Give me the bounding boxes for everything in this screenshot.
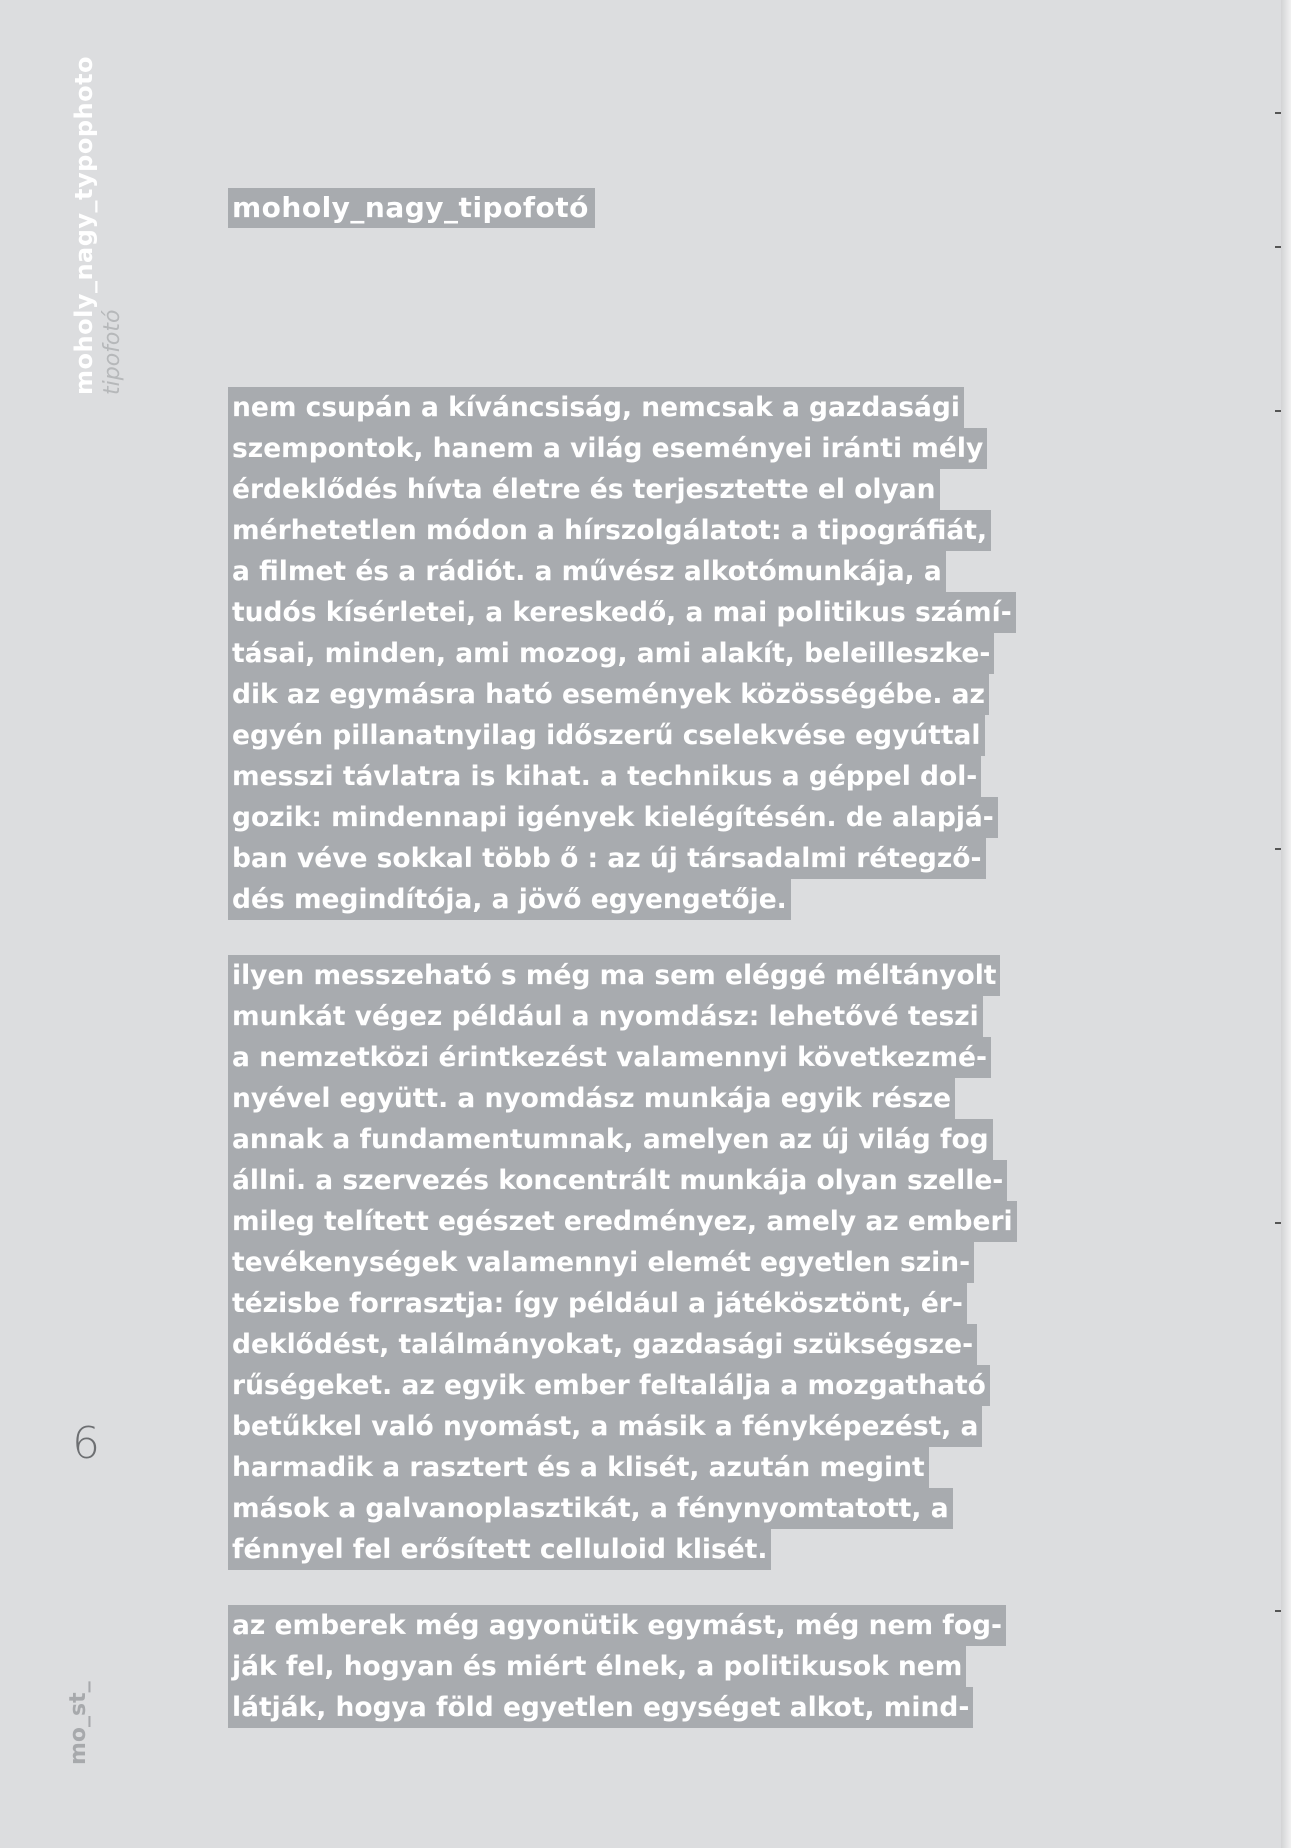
text-line: érdeklődés hívta életre és terjesztette el olyan	[228, 469, 940, 510]
text-line: ják fel, hogyan és miért élnek, a politikusok nem	[228, 1646, 966, 1687]
text-line: mileg telített egészet eredményez, amely az emberi	[228, 1201, 1017, 1242]
text-line: gozik: mindennapi igények kielégítésén. de alapjá-	[228, 797, 998, 838]
page-number: 6	[72, 1418, 100, 1469]
text-line: dik az egymásra ható események közösségébe. az	[228, 674, 989, 715]
text-line: nem csupán a kíváncsiság, nemcsak a gazdasági	[228, 387, 964, 428]
page-heading: moholy_nagy_tipofotó	[228, 188, 595, 228]
text-line: annak a fundamentumnak, amelyen az új világ fog	[228, 1119, 993, 1160]
text-line: mérhetetlen módon a hírszolgálatot: a tipográfiát,	[228, 510, 991, 551]
text-line: nyével együtt. a nyomdász munkája egyik része	[228, 1078, 955, 1119]
text-line: egyén pillanatnyilag időszerű cselekvése egyúttal	[228, 715, 985, 756]
text-line: tásai, minden, ami mozog, ami alakít, beleilleszke-	[228, 633, 994, 674]
vertical-subtitle: tipofotó	[100, 309, 125, 395]
text-line: fénnyel fel erősített celluloid klisét.	[228, 1529, 771, 1570]
text-line: munkát végez például a nyomdász: lehetővé teszi	[228, 996, 983, 1037]
text-line: állni. a szervezés koncentrált munkája olyan szelle-	[228, 1160, 1007, 1201]
text-line: harmadik a rasztert és a klisét, azután megint	[228, 1447, 929, 1488]
text-line: tézisbe forrasztja: így például a játékösztönt, ér-	[228, 1283, 967, 1324]
paragraph-2	[228, 955, 1188, 1570]
fold-mark	[1275, 246, 1281, 248]
fold-mark	[1275, 1222, 1281, 1224]
paragraph-1	[228, 387, 1188, 920]
page-edge	[1281, 0, 1291, 1848]
text-line: betűkkel való nyomást, a másik a fényképezést, a	[228, 1406, 982, 1447]
text-line: rűségeket. az egyik ember feltalálja a mozgatható	[228, 1365, 990, 1406]
text-line: látják, hogya föld egyetlen egységet alkot, mind-	[228, 1687, 973, 1728]
text-line: dés megindítója, a jövő egyengetője.	[228, 879, 791, 920]
text-line: mások a galvanoplasztikát, a fénynyomtatott, a	[228, 1488, 953, 1529]
text-line: az emberek még agyonütik egymást, még nem fog-	[228, 1605, 1006, 1646]
text-line: szempontok, hanem a világ eseményei iránti mély	[228, 428, 987, 469]
text-line: ilyen messzeható s még ma sem eléggé méltányolt	[228, 955, 1000, 996]
vertical-title: moholy_nagy_typophoto	[70, 55, 98, 395]
text-line: tudós kísérletei, a kereskedő, a mai politikus számí-	[228, 592, 1016, 633]
text-line: a nemzetközi érintkezést valamennyi következmé-	[228, 1037, 991, 1078]
text-line: messzi távlatra is kihat. a technikus a géppel dol-	[228, 756, 981, 797]
text-line: tevékenységek valamennyi elemét egyetlen szin-	[228, 1242, 974, 1283]
fold-mark	[1275, 1610, 1281, 1612]
paragraph-3	[228, 1605, 1188, 1728]
fold-mark	[1275, 410, 1281, 412]
vertical-footer: mo_st_	[66, 1681, 91, 1765]
text-line: ban véve sokkal több ő : az új társadalmi rétegző-	[228, 838, 986, 879]
text-line: a filmet és a rádiót. a művész alkotómunkája, a	[228, 551, 946, 592]
text-line: deklődést, találmányokat, gazdasági szükségsze-	[228, 1324, 977, 1365]
fold-mark	[1275, 848, 1281, 850]
fold-mark	[1275, 112, 1281, 114]
